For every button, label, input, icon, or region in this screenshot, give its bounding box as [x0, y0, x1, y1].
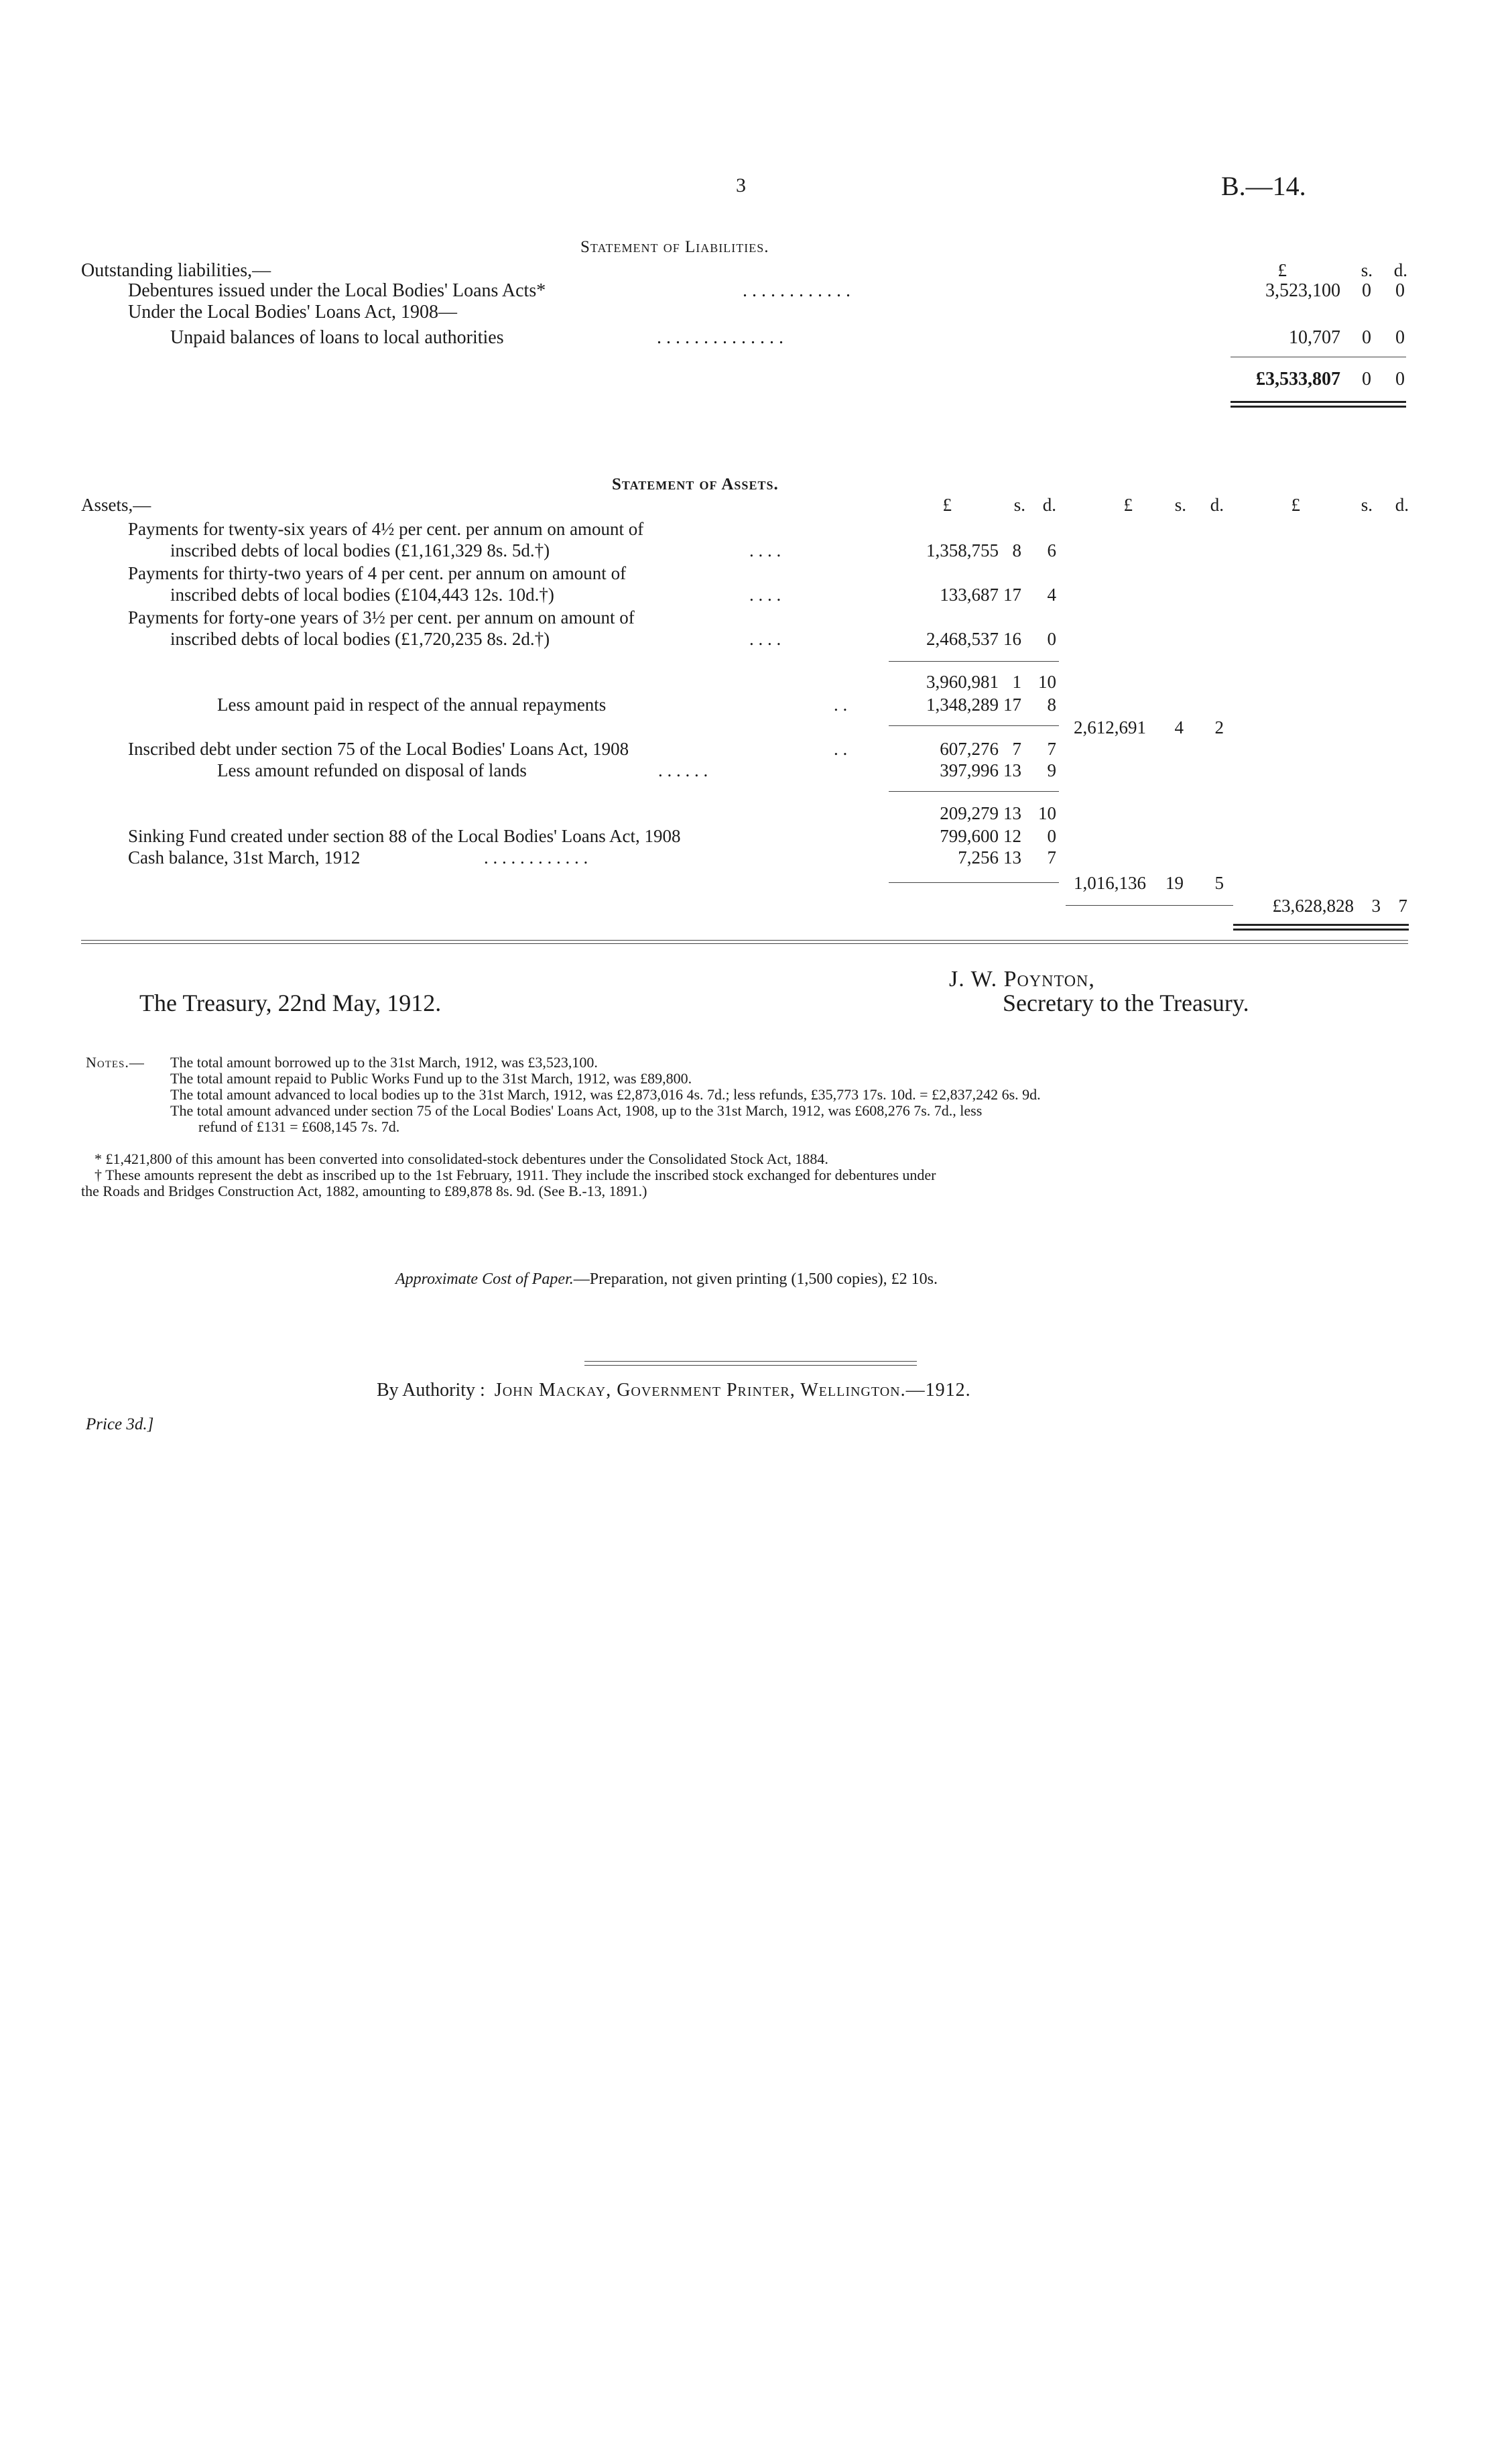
treasury-date-line: The Treasury, 22nd May, 1912. — [139, 990, 442, 1016]
grand-total-pounds: £3,628,828 — [1272, 896, 1354, 916]
unpaid-pounds: 10,707 — [1289, 327, 1340, 348]
sub2-pence: 5 — [1214, 873, 1224, 893]
debentures-label: Debentures issued under the Local Bodies' Loans Acts* — [128, 280, 546, 301]
cash-balance-label: Cash balance, 31st March, 1912 — [128, 847, 361, 868]
assets-c2-shillings-header: s. — [1174, 495, 1186, 515]
pay1-pounds: 1,358,755 — [926, 540, 999, 560]
footnote-dagger-line1: † These amounts represent the debt as inscribed up to the 1st February, 1911. They include the inscribed stock exchanged for debentures under — [94, 1167, 936, 1183]
debentures-dots: . . . . . . . . . . . . — [743, 280, 850, 301]
refund-label: Less amount refunded on disposal of lands — [217, 760, 527, 780]
grand-total-double-rule — [1233, 924, 1409, 926]
liab-shillings-header: s. — [1361, 260, 1373, 280]
imprint-rule — [584, 1361, 917, 1362]
net1-rule — [889, 725, 1059, 726]
assets-c1-pounds-header: £ — [942, 495, 952, 515]
grand-total-shillings: 3 — [1371, 896, 1381, 916]
document-reference: B.—14. — [1221, 171, 1306, 201]
pay2-dots: . . . . — [749, 585, 781, 605]
debentures-shillings: 0 — [1362, 280, 1371, 301]
inscribed-debt-pence: 7 — [1047, 739, 1056, 759]
unpaid-pence: 0 — [1395, 327, 1405, 348]
notes-label: Notes.— — [86, 1054, 145, 1071]
note-4-line1: The total amount advanced under section 75 of the Local Bodies' Loans Act, 1908, up to the 31st March, 1912, was £608,276 7s. 7d., less — [170, 1102, 983, 1119]
pay3-pence: 0 — [1047, 629, 1056, 649]
net2-shillings: 13 — [1003, 803, 1021, 823]
cash-balance-dots: . . . . . . . . . . . . — [484, 847, 588, 868]
net2-pence: 10 — [1038, 803, 1056, 823]
net1-pence: 2 — [1214, 717, 1224, 737]
note-1: The total amount borrowed up to the 31st March, 1912, was £3,523,100. — [170, 1054, 598, 1071]
price: Price 3d.] — [86, 1415, 154, 1433]
cost-of-paper-text: —Preparation, not given printing (1,500 copies), £2 10s. — [573, 1270, 938, 1288]
inscribed-debt-shillings: 7 — [1012, 739, 1021, 759]
note-4-line2: refund of £131 = £608,145 7s. 7d. — [198, 1118, 400, 1135]
less-repayments-label: Less amount paid in respect of the annual repayments — [217, 695, 607, 715]
cost-of-paper — [395, 1271, 938, 1287]
sinking-fund-pounds: 799,600 — [940, 826, 999, 846]
sinking-fund-pence: 0 — [1047, 826, 1056, 846]
assets-c1-shillings-header: s. — [1013, 495, 1025, 515]
liab-pounds-header: £ — [1277, 260, 1287, 280]
inscribed-debt-label: Inscribed debt under section 75 of the Local Bodies' Loans Act, 1908 — [128, 739, 629, 759]
sum1-pounds: 3,960,981 — [926, 672, 999, 692]
sum1-shillings: 1 — [1012, 672, 1021, 692]
outstanding-liabilities-label: Outstanding liabilities,— — [81, 260, 271, 281]
pay1-pence: 6 — [1047, 540, 1056, 560]
pay2-pence: 4 — [1047, 585, 1056, 605]
liabilities-total-pence: 0 — [1395, 369, 1405, 390]
assets-c2-pounds-header: £ — [1123, 495, 1133, 515]
pay2-line2: inscribed debts of local bodies (£104,443 12s. 10d.†) — [170, 585, 554, 605]
unpaid-balances-label: Unpaid balances of loans to local authorities — [170, 327, 504, 348]
grand-total-pence: 7 — [1398, 896, 1407, 916]
assets-label: Assets,— — [81, 495, 151, 515]
grand-total-rule — [1066, 905, 1233, 906]
less-repayments-shillings: 17 — [1003, 695, 1021, 715]
signatory-name: J. W. Poynton, — [949, 967, 1095, 992]
liabilities-total-double-rule — [1231, 401, 1406, 403]
net2-pounds: 209,279 — [940, 803, 999, 823]
less-repayments-pounds: 1,348,289 — [926, 695, 999, 715]
note-2: The total amount repaid to Public Works Fund up to the 31st March, 1912, was £89,800. — [170, 1070, 692, 1087]
cash-balance-pounds: 7,256 — [958, 847, 999, 868]
refund-shillings: 13 — [1003, 760, 1021, 780]
net1-shillings: 4 — [1174, 717, 1184, 737]
assets-c1-pence-header: d. — [1042, 495, 1056, 515]
pay3-line1: Payments for forty-one years of 3½ per cent. per annum on amount of — [128, 607, 635, 628]
sum1-pence: 10 — [1038, 672, 1056, 692]
cash-balance-pence: 7 — [1047, 847, 1056, 868]
assets-title: Statement of Assets. — [612, 475, 779, 493]
refund-dots: . . . . . . — [658, 760, 708, 780]
debentures-pence: 0 — [1395, 280, 1405, 301]
pay1-dots: . . . . — [749, 540, 781, 560]
less-repayments-pence: 8 — [1047, 695, 1056, 715]
less-repayments-dots: . . — [834, 695, 848, 715]
sinking-fund-shillings: 12 — [1003, 826, 1021, 846]
net1-pounds: 2,612,691 — [1074, 717, 1146, 737]
net2-rule — [889, 791, 1059, 792]
refund-pence: 9 — [1047, 760, 1056, 780]
printer-line: John Mackay, Government Printer, Wellington.—1912. — [494, 1380, 971, 1401]
signatory-title: Secretary to the Treasury. — [1003, 990, 1249, 1016]
liabilities-title: Statement of Liabilities. — [580, 238, 769, 256]
assets-c3-pounds-header: £ — [1291, 495, 1300, 515]
liab-pence-header: d. — [1393, 260, 1407, 280]
assets-c3-pence-header: d. — [1395, 495, 1409, 515]
inscribed-debt-dots: . . — [834, 739, 848, 759]
debentures-pounds: 3,523,100 — [1265, 280, 1340, 301]
pay2-pounds: 133,687 — [940, 585, 999, 605]
assets-c3-shillings-header: s. — [1361, 495, 1373, 515]
sub2-shillings: 19 — [1166, 873, 1184, 893]
imprint — [377, 1381, 971, 1400]
footnote-dagger-line2: the Roads and Bridges Construction Act, 1882, amounting to £89,878 8s. 9d. (See B.-13, 1891.) — [81, 1183, 647, 1199]
assets-c2-pence-header: d. — [1210, 495, 1224, 515]
unpaid-dots: . . . . . . . . . . . . . . — [657, 327, 783, 348]
by-authority-label: By Authority : — [377, 1380, 485, 1401]
cost-of-paper-label: Approximate Cost of Paper. — [395, 1270, 574, 1288]
pay3-pounds: 2,468,537 — [926, 629, 999, 649]
footnote-asterisk: * £1,421,800 of this amount has been converted into consolidated-stock debentures under the Consolidated Stock Act, 1884. — [94, 1150, 828, 1167]
section-separator — [81, 940, 1408, 941]
pay3-dots: . . . . — [749, 629, 781, 649]
liabilities-total-pounds: £3,533,807 — [1256, 369, 1340, 390]
pay2-line1: Payments for thirty-two years of 4 per cent. per annum on amount of — [128, 563, 627, 583]
pay1-shillings: 8 — [1012, 540, 1021, 560]
sub2-pounds: 1,016,136 — [1074, 873, 1146, 893]
pay2-shillings: 17 — [1003, 585, 1021, 605]
unpaid-shillings: 0 — [1362, 327, 1371, 348]
pay1-line2: inscribed debts of local bodies (£1,161,329 8s. 5d.†) — [170, 540, 550, 560]
sub2-rule — [889, 882, 1059, 883]
page-number: 3 — [736, 174, 746, 196]
inscribed-debt-pounds: 607,276 — [940, 739, 999, 759]
act-1908-label: Under the Local Bodies' Loans Act, 1908— — [128, 302, 458, 322]
cash-balance-shillings: 13 — [1003, 847, 1021, 868]
pay1-line1: Payments for twenty-six years of 4½ per cent. per annum on amount of — [128, 519, 644, 539]
pay-sum-rule — [889, 661, 1059, 662]
liabilities-total-shillings: 0 — [1362, 369, 1371, 390]
refund-pounds: 397,996 — [940, 760, 999, 780]
pay3-shillings: 16 — [1003, 629, 1021, 649]
pay3-line2: inscribed debts of local bodies (£1,720,235 8s. 2d.†) — [170, 629, 550, 649]
sinking-fund-label: Sinking Fund created under section 88 of the Local Bodies' Loans Act, 1908 — [128, 826, 681, 846]
note-3: The total amount advanced to local bodies up to the 31st March, 1912, was £2,873,016 4s. 7d.; less refunds, £35,773 17s. 10d. = £2,837,242 6s. 9d. — [170, 1086, 1041, 1103]
